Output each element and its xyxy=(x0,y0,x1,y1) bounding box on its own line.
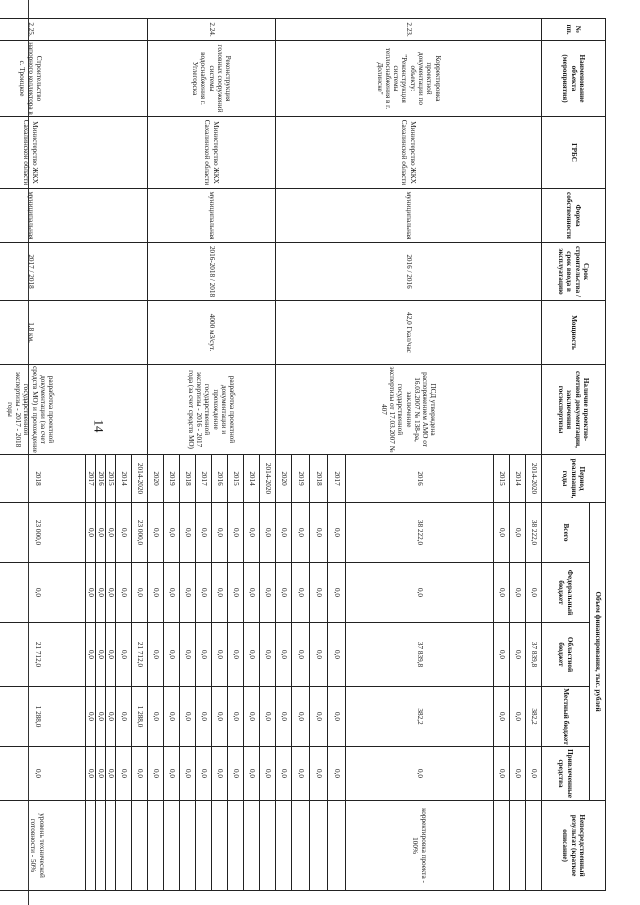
cell-result xyxy=(526,801,542,891)
cell-local: 0,0 xyxy=(292,687,310,747)
cell-total: 0,0 xyxy=(260,503,276,563)
cell-year: 2017 xyxy=(86,455,96,503)
header-name: Наименование объекта (мероприятия) xyxy=(542,41,606,117)
cell-federal: 0,0 xyxy=(86,563,96,623)
cell-local: 0,0 xyxy=(86,687,96,747)
cell-result xyxy=(276,801,292,891)
cell-regional: 0,0 xyxy=(328,623,346,687)
cell-federal: 0,0 xyxy=(292,563,310,623)
cell-result xyxy=(106,801,116,891)
cell-total: 0,0 xyxy=(116,503,132,563)
header-regional: Областной бюджет xyxy=(542,623,590,687)
cell-year: 2016 xyxy=(346,455,494,503)
cell-year: 2014 xyxy=(244,455,260,503)
cell-result xyxy=(292,801,310,891)
cell-regional: 37 839,8 xyxy=(526,623,542,687)
header-ownership: Форма собственности xyxy=(542,189,606,243)
cell-local: 0,0 xyxy=(116,687,132,747)
cell-local: 382,2 xyxy=(346,687,494,747)
cell-year: 2014-2020 xyxy=(526,455,542,503)
header-result: Непосредственный результат (краткое описание) xyxy=(542,801,606,891)
cell-regional: 0,0 xyxy=(228,623,244,687)
cell-federal: 0,0 xyxy=(244,563,260,623)
cell-federal: 0,0 xyxy=(346,563,494,623)
object-name: Реконструкция головных сооружений системы водоснабжения г. Углегорска xyxy=(148,41,276,117)
cell-federal: 0,0 xyxy=(180,563,196,623)
cell-extra: 0,0 xyxy=(196,747,212,801)
cell-extra: 0,0 xyxy=(106,747,116,801)
cell-local: 0,0 xyxy=(212,687,228,747)
cell-year: 2018 xyxy=(310,455,328,503)
object-documentation: разработка проектной документации (за счет средств МО) и прохождение государственной экспертизы - 2017 - 2018 годы xyxy=(0,365,148,455)
header-grbs: ГРБС xyxy=(542,117,606,189)
cell-result: уровень технической готовности - 50% xyxy=(0,801,86,891)
object-capacity: 42,0 Гкал/час xyxy=(276,301,542,365)
cell-extra: 0,0 xyxy=(228,747,244,801)
header-capacity: Мощность xyxy=(542,301,606,365)
cell-federal: 0,0 xyxy=(510,563,526,623)
cell-local: 1 288,0 xyxy=(0,687,86,747)
cell-federal: 0,0 xyxy=(212,563,228,623)
header-num: № пп. xyxy=(542,19,606,41)
cell-local: 0,0 xyxy=(228,687,244,747)
cell-extra: 0,0 xyxy=(0,747,86,801)
cell-local: 0,0 xyxy=(96,687,106,747)
cell-year: 2016 xyxy=(212,455,228,503)
cell-year: 2017 xyxy=(196,455,212,503)
header-period: Период реализации, годы xyxy=(542,455,606,503)
object-construction-period: 2016 / 2016 xyxy=(276,243,542,301)
cell-regional: 0,0 xyxy=(86,623,96,687)
cell-total: 0,0 xyxy=(180,503,196,563)
cell-local: 0,0 xyxy=(106,687,116,747)
cell-result xyxy=(260,801,276,891)
cell-federal: 0,0 xyxy=(310,563,328,623)
cell-result xyxy=(132,801,148,891)
object-documentation: ПСД утверждена распоряжением АМО от 16.03.2007 № 138-ра, заключение государственной экспертизы от 17.03.2007 № 407 xyxy=(276,365,542,455)
cell-local: 0,0 xyxy=(276,687,292,747)
cell-regional: 0,0 xyxy=(510,623,526,687)
object-grbs: Министерство ЖКХ Сахалинской области xyxy=(148,117,276,189)
object-number: 2.24. xyxy=(148,19,276,41)
cell-year: 2018 xyxy=(0,455,86,503)
cell-local: 1 288,0 xyxy=(132,687,148,747)
object-documentation: разработка проектной документации и прохождение государственной экспертизы - 2016 - 2017 года (за счет средств МО) xyxy=(148,365,276,455)
cell-total: 0,0 xyxy=(164,503,180,563)
cell-extra: 0,0 xyxy=(148,747,164,801)
cell-result: корректировка проекта - 100% xyxy=(346,801,494,891)
rotated-table-container xyxy=(5,18,606,890)
object-grbs: Министерство ЖКХ Сахалинской области xyxy=(0,117,148,189)
cell-extra: 0,0 xyxy=(116,747,132,801)
cell-total: 0,0 xyxy=(228,503,244,563)
cell-extra: 0,0 xyxy=(132,747,148,801)
cell-federal: 0,0 xyxy=(328,563,346,623)
cell-federal: 0,0 xyxy=(276,563,292,623)
cell-result xyxy=(180,801,196,891)
cell-regional: 0,0 xyxy=(196,623,212,687)
cell-regional: 21 712,0 xyxy=(132,623,148,687)
cell-extra: 0,0 xyxy=(292,747,310,801)
cell-local: 0,0 xyxy=(164,687,180,747)
page-number: 14 xyxy=(91,419,107,433)
cell-regional: 0,0 xyxy=(148,623,164,687)
cell-local: 382,2 xyxy=(526,687,542,747)
cell-regional: 21 712,0 xyxy=(0,623,86,687)
table-row xyxy=(526,19,542,891)
cell-extra: 0,0 xyxy=(328,747,346,801)
object-name: Корректировка проектной документации по объекту: "Реконструкция системы теплоснабжения в г. Долинске" xyxy=(276,41,542,117)
cell-result xyxy=(164,801,180,891)
header-funding: Объем финансирования, тыс. рублей xyxy=(590,503,606,801)
object-ownership: муниципальная xyxy=(148,189,276,243)
cell-year: 2016 xyxy=(96,455,106,503)
cell-result xyxy=(212,801,228,891)
cell-result xyxy=(196,801,212,891)
cell-regional: 0,0 xyxy=(164,623,180,687)
cell-year: 2018 xyxy=(180,455,196,503)
cell-extra: 0,0 xyxy=(212,747,228,801)
cell-extra: 0,0 xyxy=(260,747,276,801)
cell-total: 38 222,0 xyxy=(526,503,542,563)
cell-local: 0,0 xyxy=(494,687,510,747)
cell-total: 23 000,0 xyxy=(132,503,148,563)
cell-year: 2019 xyxy=(292,455,310,503)
cell-total: 38 222,0 xyxy=(346,503,494,563)
cell-total: 0,0 xyxy=(310,503,328,563)
cell-federal: 0,0 xyxy=(0,563,86,623)
object-ownership: муниципальная xyxy=(0,189,148,243)
cell-total: 0,0 xyxy=(276,503,292,563)
cell-regional: 0,0 xyxy=(180,623,196,687)
cell-year: 2019 xyxy=(164,455,180,503)
cell-local: 0,0 xyxy=(196,687,212,747)
object-capacity: 1,8 км. xyxy=(0,301,148,365)
cell-local: 0,0 xyxy=(510,687,526,747)
cell-extra: 0,0 xyxy=(180,747,196,801)
cell-result xyxy=(148,801,164,891)
cell-result xyxy=(510,801,526,891)
cell-extra: 0,0 xyxy=(276,747,292,801)
cell-regional: 37 839,8 xyxy=(346,623,494,687)
header-total: Всего xyxy=(542,503,590,563)
cell-total: 0,0 xyxy=(106,503,116,563)
cell-result xyxy=(310,801,328,891)
cell-extra: 0,0 xyxy=(494,747,510,801)
cell-regional: 0,0 xyxy=(244,623,260,687)
cell-extra: 0,0 xyxy=(346,747,494,801)
header-construction-period: Срок строительства / срок ввода в эксплуатацию xyxy=(542,243,606,301)
cell-result xyxy=(494,801,510,891)
cell-extra: 0,0 xyxy=(244,747,260,801)
header-federal: Федеральный бюджет xyxy=(542,563,590,623)
cell-year: 2015 xyxy=(228,455,244,503)
object-number: 2.23. xyxy=(276,19,542,41)
cell-total: 0,0 xyxy=(510,503,526,563)
cell-year: 2017 xyxy=(328,455,346,503)
cell-local: 0,0 xyxy=(148,687,164,747)
cell-total: 0,0 xyxy=(86,503,96,563)
cell-result xyxy=(86,801,96,891)
cell-total: 0,0 xyxy=(96,503,106,563)
cell-total: 0,0 xyxy=(494,503,510,563)
cell-federal: 0,0 xyxy=(132,563,148,623)
object-name: Строительство напорного коллектора в с. Троицкое xyxy=(0,41,148,117)
table-body xyxy=(0,19,542,891)
object-construction-period: 2017 / 2018 xyxy=(0,243,148,301)
cell-regional: 0,0 xyxy=(96,623,106,687)
cell-regional: 0,0 xyxy=(276,623,292,687)
cell-extra: 0,0 xyxy=(164,747,180,801)
cell-extra: 0,0 xyxy=(526,747,542,801)
cell-extra: 0,0 xyxy=(510,747,526,801)
header-documentation: Наличие проектно-сметной документации, заключения госэкспертизы xyxy=(542,365,606,455)
cell-total: 0,0 xyxy=(196,503,212,563)
header-extra: Привлеченные средства xyxy=(542,747,590,801)
cell-total: 0,0 xyxy=(212,503,228,563)
cell-regional: 0,0 xyxy=(106,623,116,687)
cell-federal: 0,0 xyxy=(116,563,132,623)
object-grbs: Министерство ЖКХ Сахалинской области xyxy=(276,117,542,189)
cell-local: 0,0 xyxy=(260,687,276,747)
cell-regional: 0,0 xyxy=(292,623,310,687)
cell-regional: 0,0 xyxy=(260,623,276,687)
cell-extra: 0,0 xyxy=(310,747,328,801)
cell-result xyxy=(228,801,244,891)
table-row xyxy=(260,19,276,891)
object-construction-period: 2016-2018 / 2018 xyxy=(148,243,276,301)
cell-year: 2020 xyxy=(276,455,292,503)
object-capacity: 4000 м3/сут. xyxy=(148,301,276,365)
cell-total: 0,0 xyxy=(148,503,164,563)
cell-result xyxy=(328,801,346,891)
cell-extra: 0,0 xyxy=(86,747,96,801)
cell-total: 23 000,0 xyxy=(0,503,86,563)
cell-result xyxy=(96,801,106,891)
cell-regional: 0,0 xyxy=(212,623,228,687)
cell-total: 0,0 xyxy=(244,503,260,563)
cell-year: 2014-2020 xyxy=(260,455,276,503)
cell-result xyxy=(244,801,260,891)
cell-local: 0,0 xyxy=(180,687,196,747)
cell-regional: 0,0 xyxy=(116,623,132,687)
cell-regional: 0,0 xyxy=(494,623,510,687)
cell-federal: 0,0 xyxy=(106,563,116,623)
funding-table xyxy=(0,18,606,891)
cell-federal: 0,0 xyxy=(260,563,276,623)
cell-year: 2014-2020 xyxy=(132,455,148,503)
cell-year: 2014 xyxy=(116,455,132,503)
cell-year: 2014 xyxy=(510,455,526,503)
cell-result xyxy=(116,801,132,891)
cell-regional: 0,0 xyxy=(310,623,328,687)
table-row xyxy=(132,19,148,891)
cell-year: 2015 xyxy=(494,455,510,503)
cell-federal: 0,0 xyxy=(526,563,542,623)
cell-year: 2015 xyxy=(106,455,116,503)
cell-local: 0,0 xyxy=(310,687,328,747)
cell-year: 2020 xyxy=(148,455,164,503)
cell-local: 0,0 xyxy=(328,687,346,747)
cell-federal: 0,0 xyxy=(196,563,212,623)
cell-federal: 0,0 xyxy=(494,563,510,623)
cell-federal: 0,0 xyxy=(228,563,244,623)
cell-federal: 0,0 xyxy=(96,563,106,623)
cell-total: 0,0 xyxy=(328,503,346,563)
cell-extra: 0,0 xyxy=(96,747,106,801)
cell-local: 0,0 xyxy=(244,687,260,747)
header-local: Местный бюджет xyxy=(542,687,590,747)
object-number: 2.25. xyxy=(0,19,148,41)
cell-federal: 0,0 xyxy=(148,563,164,623)
cell-total: 0,0 xyxy=(292,503,310,563)
cell-federal: 0,0 xyxy=(164,563,180,623)
object-ownership: муниципальная xyxy=(276,189,542,243)
